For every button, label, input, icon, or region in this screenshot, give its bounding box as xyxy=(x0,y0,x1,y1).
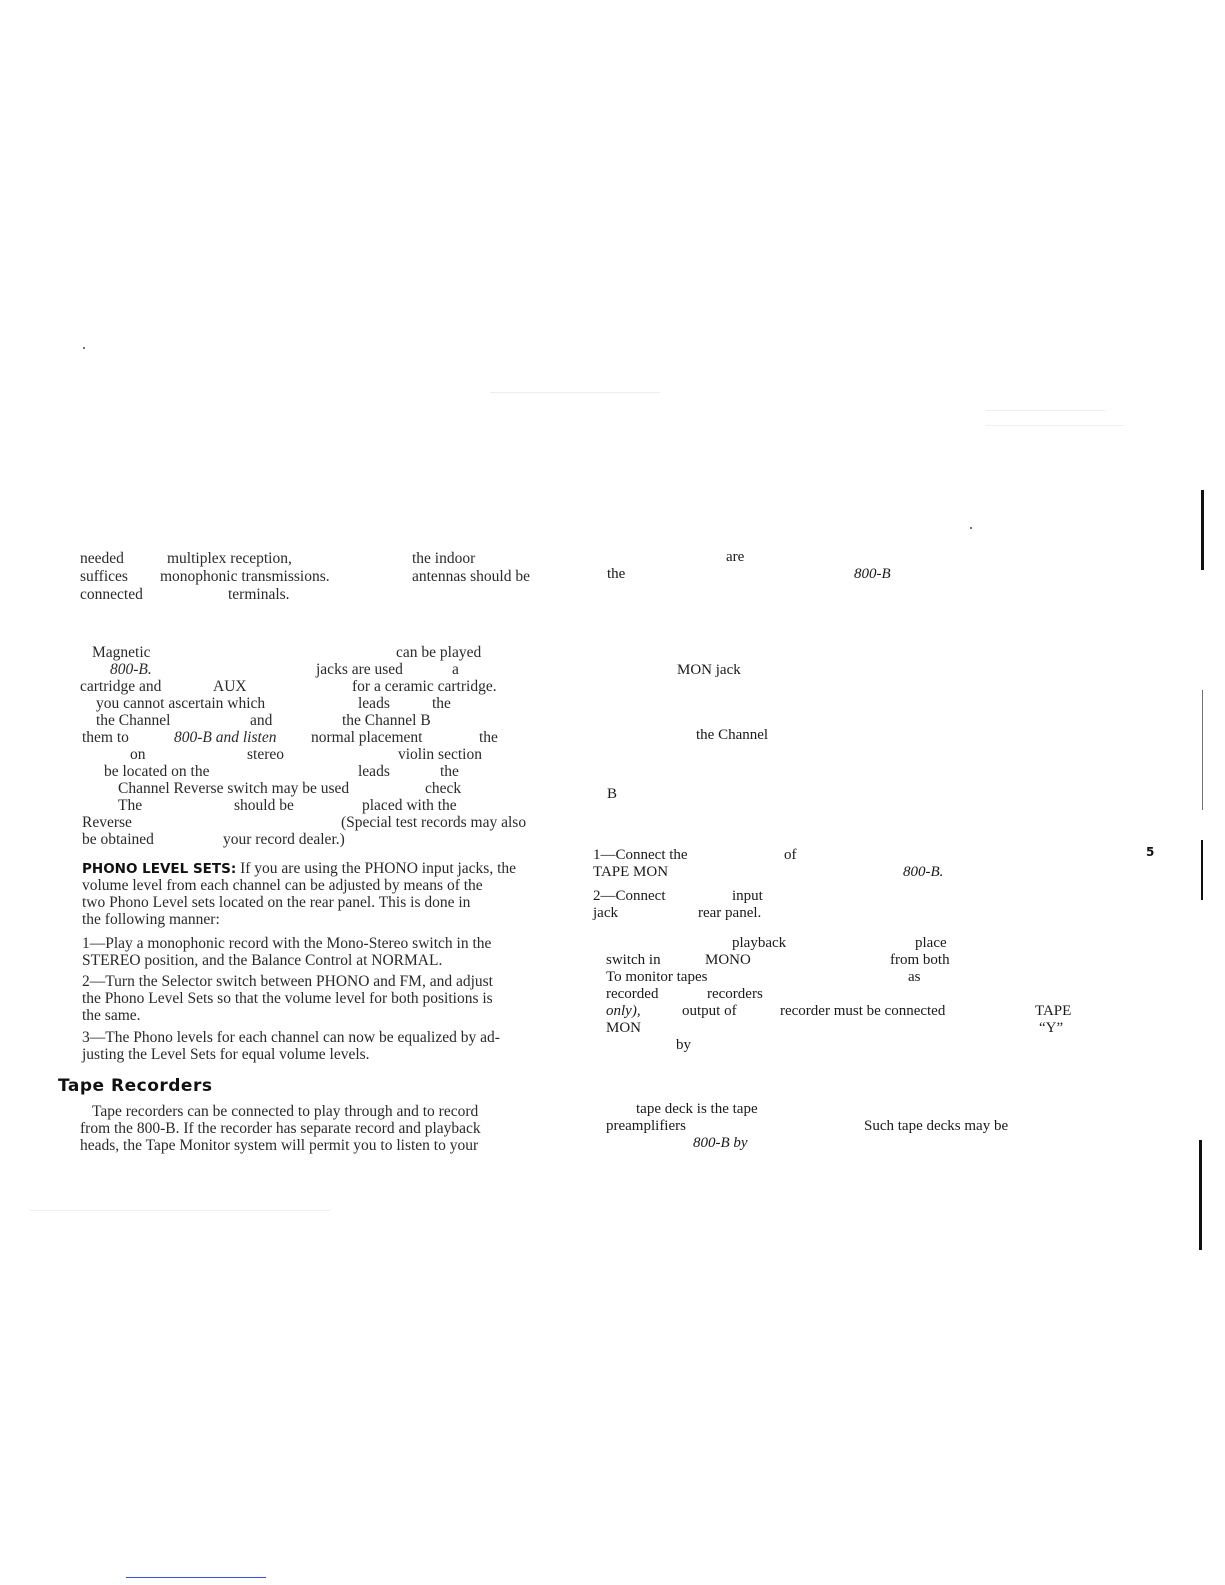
text-line: leads xyxy=(358,763,390,780)
text-line: recorders xyxy=(707,986,763,1002)
text-line: your record dealer.) xyxy=(223,831,345,848)
text-line: volume level from each channel can be adjusted by means of the xyxy=(82,877,483,894)
text-line: MON xyxy=(606,1020,642,1036)
step-3-cont: justing the Level Sets for equal volume levels. xyxy=(82,1046,370,1063)
text-line: Such tape decks may be xyxy=(864,1118,1009,1134)
scan-smudge xyxy=(985,425,1125,426)
text-line: of xyxy=(784,847,797,863)
text-line: leads xyxy=(358,695,390,712)
text-line: TAPE MON xyxy=(593,864,669,880)
step-2-cont: the Phono Level Sets so that the volume level for both positions is xyxy=(82,990,493,1007)
text-line: two Phono Level sets located on the rear panel. This is done in xyxy=(82,894,471,911)
text-line: be obtained xyxy=(82,831,154,848)
text-line: antennas should be xyxy=(412,568,530,585)
text-line: them to xyxy=(82,729,129,746)
text-line: 800-B by xyxy=(693,1135,748,1151)
text-line: the following manner: xyxy=(82,911,220,928)
text-line: the Channel xyxy=(696,727,769,743)
text-line: for a ceramic cartridge. xyxy=(352,678,497,695)
text-line: (Special test records may also xyxy=(341,814,527,831)
text-line: multiplex reception, xyxy=(167,550,292,567)
text-line: normal placement xyxy=(311,729,423,746)
text-line: rear panel. xyxy=(698,905,762,921)
text-line: check xyxy=(425,780,462,797)
scan-smudge xyxy=(490,392,660,393)
text-line: the xyxy=(440,763,459,780)
text-line: from both xyxy=(890,952,950,968)
text-line: The xyxy=(118,797,143,814)
text-line: output of xyxy=(682,1003,737,1019)
model-number: 800-B. xyxy=(903,864,944,880)
binding-edge-mark xyxy=(1201,490,1204,570)
text-line: by xyxy=(676,1037,691,1053)
text-line: MONO xyxy=(705,952,751,968)
text-line: the indoor xyxy=(412,550,476,567)
scan-speck xyxy=(83,347,85,349)
text-line: 2—Connect xyxy=(593,888,666,904)
text-line: Channel Reverse switch may be used xyxy=(118,780,350,797)
text-line: as xyxy=(908,969,921,985)
text-line: the xyxy=(432,695,451,712)
text-line: place xyxy=(915,935,947,951)
scan-smudge xyxy=(30,1210,330,1211)
step-2-cont: the same. xyxy=(82,1007,141,1024)
text-line: heads, the Tape Monitor system will permit you to listen to your xyxy=(80,1137,479,1154)
text-line: playback xyxy=(732,935,787,951)
scan-smudge xyxy=(985,410,1105,411)
text-line: switch in xyxy=(606,952,661,968)
text-line: the Channel B xyxy=(342,712,431,729)
text-line: TAPE xyxy=(1035,1003,1072,1019)
text-line: stereo xyxy=(247,746,285,763)
step-3: 3—The Phono levels for each channel can now be equalized by ad- xyxy=(82,1029,500,1046)
text-line: and xyxy=(250,712,273,729)
binding-edge-mark xyxy=(1202,690,1203,810)
text-line: monophonic transmissions. xyxy=(160,568,330,585)
model-number: 800-B xyxy=(854,566,891,582)
text-line: be located on the xyxy=(104,763,210,780)
phono-paragraph-first-line xyxy=(82,860,516,878)
page-number: 5 xyxy=(1146,845,1155,859)
bottom-edge-line xyxy=(126,1577,266,1578)
text-line: are xyxy=(726,549,745,565)
text-line: from the 800-B. If the recorder has separate record and playback xyxy=(80,1120,481,1137)
text-line: the xyxy=(479,729,498,746)
text-line: tape deck is the tape xyxy=(636,1101,758,1117)
text-line: placed with the xyxy=(362,797,457,814)
text-line: jack xyxy=(593,905,618,921)
tape-recorders-heading: Tape Recorders xyxy=(58,1076,213,1096)
text-line: a xyxy=(452,661,459,678)
text-line: “Y” xyxy=(1039,1020,1064,1036)
phono-level-sets-heading: PHONO LEVEL SETS: xyxy=(82,861,237,877)
text-line: the Channel xyxy=(96,712,171,729)
text-line: terminals. xyxy=(228,586,290,603)
text-line: only), xyxy=(606,1003,641,1019)
step-2: 2—Turn the Selector switch between PHONO and FM, and adjust xyxy=(82,973,493,990)
text-line: To monitor tapes xyxy=(606,969,708,985)
text-line: cartridge and xyxy=(80,678,162,695)
text-line: AUX xyxy=(213,678,247,695)
text-line: should be xyxy=(234,797,294,814)
model-number: 800-B. xyxy=(110,661,152,678)
text-line: 1—Connect the xyxy=(593,847,688,863)
binding-edge-mark xyxy=(1199,1140,1202,1250)
text-line: you cannot ascertain which xyxy=(96,695,266,712)
step-1-cont: STEREO position, and the Balance Control at NORMAL. xyxy=(82,952,443,969)
text-line: the xyxy=(607,566,626,582)
binding-edge-mark xyxy=(1201,840,1203,900)
text-line: input xyxy=(732,888,763,904)
text-line: Tape recorders can be connected to play through and to record xyxy=(92,1103,479,1120)
text-line: on xyxy=(130,746,146,763)
text-line: 800-B and listen xyxy=(174,729,277,746)
text-line: Magnetic xyxy=(92,644,151,661)
text-line: B xyxy=(607,786,618,802)
text-line: needed xyxy=(80,550,124,567)
text-line: If you are using the PHONO input jacks, the xyxy=(240,860,517,877)
text-line: violin section xyxy=(398,746,482,763)
text-line: connected xyxy=(80,586,143,603)
text-line: jacks are used xyxy=(316,661,403,678)
text-line: recorder must be connected xyxy=(780,1003,946,1019)
text-line: Reverse xyxy=(82,814,132,831)
text-line: preamplifiers xyxy=(606,1118,686,1134)
text-line: MON jack xyxy=(677,662,741,678)
scan-speck xyxy=(970,527,972,529)
text-line: can be played xyxy=(396,644,482,661)
step-1: 1—Play a monophonic record with the Mono-Stereo switch in the xyxy=(82,935,492,952)
text-line: recorded xyxy=(606,986,659,1002)
text-line: suffices xyxy=(80,568,128,585)
